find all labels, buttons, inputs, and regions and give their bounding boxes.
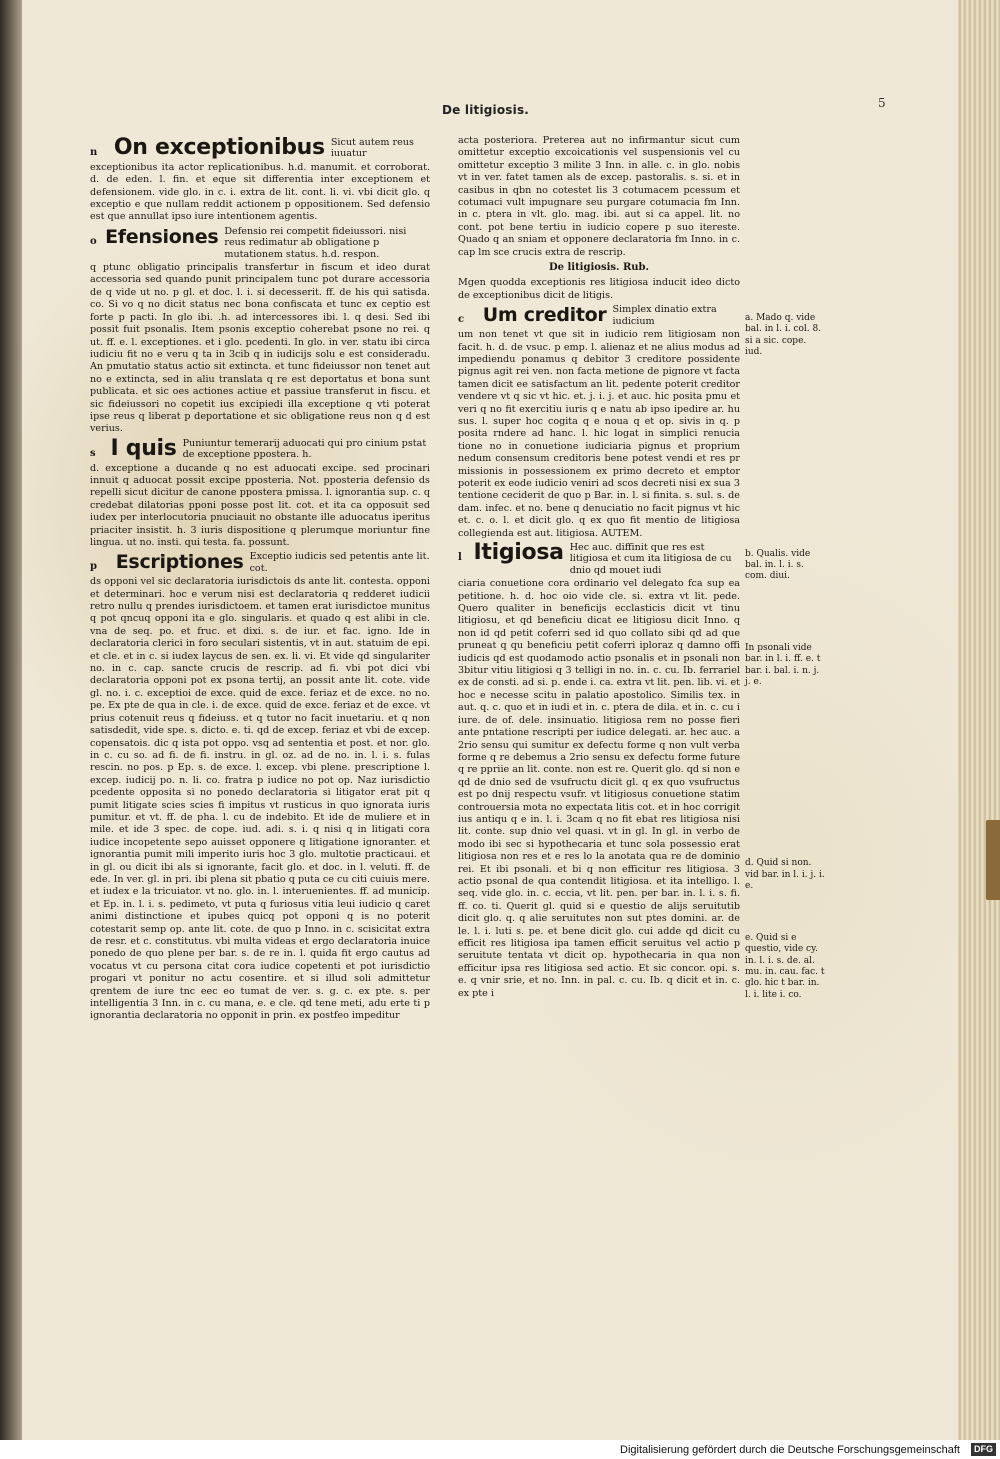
running-head: De litigiosis. (442, 103, 530, 117)
rubric-litigiosa (458, 542, 740, 576)
section-lead: Simplex dinatio extra iudicium (612, 304, 717, 327)
margin-letter: n (90, 147, 98, 158)
section-lead: Exceptio iudicis sed petentis ante lit. cot. (249, 551, 430, 574)
section-text: ds opponi vel sic declaratoria iurisdictois ds ante lit. contesta. opponi et determinari. hoc e verum nisi est declaratoria q redderet iudicii retro nullu q prendes iurisdictoem. et tamen erat iurisdictoe munitus q pot qncuq opponi ita e glo. singularis. et quado q est alibi in cle. vna de seq. po. et fruc. et dixi. s. de iur. et fac. igno. Ide in declaratoria clerici in foro seculari sistentis, vt in aut. statuim de epi. et cle. et in c. si iudex laycus de sen. ex. li. vi. Et vide qd singulariter no. in c. cap. sancte crucis de rescrip. ad fi. vbi pot dici vbi declaratoria opponi pot ex psona tertij, an possit ante lit. cote. vide gl. no. i. c. exceptioi de exce. quid de exce. feriaz et de exce. no no. pe. Ex pte de qua in cle. i. de exce. quid de exce. feriaz et de exce. vt prius cotenuit reus q fideiuss. et q tutor no facit inuetariu. et q non satisdedit, vide spe. s. dicto. e. ti. qd de excep. feriaz et vbi de excep. copensatois. dic q ista pot oppo. vsq ad sententia et post. et nor. glo. in c. cu so. ad fi. de fi. instru. in gl. oz. ad de no. in. l. i. s. fulas rescin. no pos. p Ep. s. de exce. l. excep. vbi plene. prescriptione l. excep. iudicij po. n. li. co. fratra p iudice no pot op. Naz iurisdictio pcedente opposita si no ponedo declaratoria si litigator erat pit q pumit litigate scies scies fi impitus vt rusticus in quo ignorata iuris pumitur. et vt. ff. de pha. l. cu de indebito. Et ide de muliere et in mile. et ide 3 spec. de cope. iud. adi. s. i. q nisi q in litigati cora iudice incopetente sepo auisset opponere q litigatione ignoranter. et ignorantia pumit mili imperito iuris hoc 3 glo. multotie practicaui. et in gl. ou dicit ibi als si ignorante, facit glo. et doc. in l. veluti. ff. de ede. In ver. gl. in pri. ibi plena sit pbatio q puta ce cu citi cuiuis mere. et iudex e la tricuiator. vt no. glo. in. l. interuenientes. ff. ad municip. et Ep. in. l. i. s. pedimeto, vt puta q furiosus vitia leui iudicio q caret animi distinctione et ipubes quicq pot opponi q is no poterit cotestarit semp op. ante lit. cote. de quo p Inno. in c. scisicitat extra de resr. et c. constitutus. vbi multa videas et ergo declaratoria inuice ponedo de quo plene per bar. s. de re in. l. quida fit ergo cautus ad vocatus vt cu persona citat cora iudice copetenti et pot iurisdictio progari vt ponitur no actu cosentire. et si illud soli admittetur qrentem de iure tnc eec eo tumat de ver. s. g. c. ex pte. s. per intelligentia 3 Inn. in c. cu mana, e. e cle. qd tene meti, adu erte ti p ignorantia declaratoria no opponit in prin. ex postfeo impeditur (90, 576, 430, 1022)
marginal-note: d. Quid si non. vid bar. in l. i. j. i. e. (745, 858, 825, 892)
section-text: d. exceptione a ducande q no est aduocati excipe. sed procinari innuit q aduocat possit excipe pposteria. Not. pposteria defensio ds repelli sicut dicitur de canone ppostera pmissa. l. ignorantia sup. c. q credebat dilatorias pponi posse post lit. cot. et ita ca opposuit sed iudex per interlocutoria pnuciauit no obstante ille aduocatus iperitus priaciter insistit. h. 3 iuris dispositione q plerumque moriuntur fine lingua. ut no. insti. qui testa. fa. possunt. (90, 462, 430, 548)
marginal-notes (745, 313, 825, 1001)
footer-credit: Digitalisierung gefördert durch die Deutsche Forschungsgemeinschaft (620, 1444, 960, 1456)
section-text: exceptionibus ita actor replicationibus. h.d. manumit. et corroborat. d. de eden. l. fin. et eque sit differentia inter exceptionem et defensionem. vide glo. in c. i. extra de lit. cont. li. vi. vbi dicit glo. q exceptio e que nullam reddit actionem p oppositionem. Sed defensio est que annullat ipso iure intentionem agentis. (90, 161, 430, 223)
section-text: q ptunc obligatio principalis transfertur in fiscum et ideo durat accessoria sed quando punit principalem tunc pot durare accessoria de q vide ut no. p gl. et doc. l. i. si decesserit. ff. de his qui satisda. co. Si vo q no dicit status nec bona confiscata et tunc ex ceptio est forte p pacti. In glo ibi. .h. ad intercessores ibi. l. q desi. Sed ibi possit fuit psonalis. Item psonis exceptio coherebat psone no rei. q ut. ff. e. l. exceptiones. et i glo. pcedenti. In glo. in ver. statu ibi circa iudiciu fit no e veru q ta in 3cib q in iudicijs solu e est consideradu. An pmutatio status actio sit extincta. et tunc fideiussor non tenet aut no e extincta, sed in aliu translata q re est deportatus et bona sunt publicata. et sic oes actiones actiue et passiue transferut in fiscu. et sic fideiussori no copetit ius excipiedi illa exceptione q vti poterat ipse reus q liberat p deportatione et sic obligatione reus non q d est verius. (90, 262, 430, 435)
section-text: ciaria conuetione cora ordinario vel delegato fca sup ea petitione. h. d. hoc oio vide cle. si. extra vt lit. pede. Quero qualiter in beneficijs ecclasticis dicit vt tinu litigiosu, et qd beneficiu dicat ee litigiosu dicit Inno. q non id qd petit coferri sed id quo collato sibi qd ad que pruneat q qu beneficiu petit coferri iploraz q damno offi iudicis qd est quodamodo actio psonalis et in psonali non 3bitur vitiu litigiosi q 3 telligi in no. in. c. cu. Ib. ferrariel ex de consti. ad si. p. ende i. ca. extra vt lit. pen. lib. vi. et hoc e necesse scitu in palatio apostolico. Similis tex. in aut. q. c. quo et in iudi et in. c. ptera de dila. et in. c. cu i iure. de of. dele. insinuatio. litigiosa rem no posse fieri ante pntatione rescripti per iudice delegati. ar. hec auc. a 2rio sensu qui sumitur ex defectu forme q non vult verba forme q re debemus a 2rio sensu ex defectu forme future q re ppriie an lit. conte. non est re. Querit glo. qd si non e qd de dnio sed de vsufructu dicit gl. q ex quo vsufructus est po dnij respectu vsufr. vt litigiosus conuetione statim controuersia mota no expectata litis cot. et in hoc corrigit ius antiqu q e in. l. i. 3cam q no fit ebat res litigiosa nisi lit. conte. sup dnio vel quasi. vt in gl. In gl. in verbo de modo ibi sec si hypothecaria et tunc sola possessio erat litigiosa non res et e res lo la anotata qua re de dominio rei. Et ibi psonali. et bi q non efficitur res litigiosa. 3 actio psonal de qua contendit litigiosa. et ita intelligo. l. seq. vide glo. in. c. eccia, vt lit. pen. per bar. in. l. i. s. fi. ff. co. ti. Querit gl. quid si e questio de alijs seruitutib dicit glo. q. q alie seruitutes non sut ptes domini. ar. de le. l. i. luti s. pe. et bene dicit glo. cui adde qd dicit cu efficit res litigiosa ipa tamen efficit seruitus vel actio p seruitute tentata vt dicit op. hypothecaria in qua non efficitur ipsa res litigiosa sed actio. Et sic concor. opi. s. e. q vnir srie, et no. Inn. in pal. c. cu. Ib. q dicit et in. c. ex pte i (458, 578, 740, 999)
section-heading: Itigiosa (473, 540, 564, 565)
marginal-note: In psonali vide bar. in l. i. ff. e. t bar. i. bal. i. n. j. j. e. (745, 642, 821, 688)
continuation-text: acta posteriora. Preterea aut no infirmantur sicut cum omittetur exceptio excoicationis vel suspensionis vel cu omittetur exceptio 3 milite 3 Inn. in alle. c. in glo. nobis vt in ver. fatet tamen als de excep. pastoralis. s. si. et in casibus in qbn no cotestet lis 3 cotumacem pcessum et cotumaci vult impugnare seu purgare cotumacia fm Inn. in c. ptera in vlt. glo. mag. ibi. aut si ca appel. lit. no cont. pot bene tertiu in iudicio copere p suo itereste. Quado q an sniam et opponere declaratoria fm Inno. in c. cap lm sce crucis extra de rescrip. (458, 135, 740, 258)
section-heading: Efensiones (105, 225, 219, 248)
book-gutter (0, 0, 24, 1440)
page-edges (956, 0, 1000, 1440)
bookmark-tab (986, 820, 1000, 900)
section-heading: Um creditor (482, 304, 607, 327)
margin-letter: o (90, 235, 97, 247)
section-text: um non tenet vt que sit in iudicio rem litigiosam non facit. h. d. de vsuc. p emp. l. alienaz et ne alius modus ad impediendu ponamus q debitor 3 creditore possidente pignus agit rei ven. non facta metione de pignore vt facta tamen dicit ee satisfactum an lit. pedente poterit creditor vendere vt q sic vt hic. et. j. i. j. et auc. hic posita pmu et veri q no fit exercitiu iuris q e natu ab ipso ipedire ar. hu sus. l. super hoc cogita q e noua q et op. sivis in q. p posita rndere ad hanc. l. hic logat in simplici renucia tione no in conuetione iudiciaria pignus et proprium nedum consensum creditoris bene potest vendi et res pr missionis in possessionem ex primo decreto et emptor poterit ex eode iudicio veniri ad scos decreti nisi ex sua 3 tentione ceciderit de quo p Bar. in. l. si finita. s. sul. s. de dam. infec. et no. bene q denuciatio no facit pignus vt hic et. c. o. l. et dicit glo. q ex quo fit mentio de litigiosa collegienda est aut. litigiosa. AUTEM. (458, 329, 740, 539)
section-lead: Sicut autem reus iuuatur (330, 137, 414, 160)
margin-letter: p (90, 561, 97, 573)
marginal-note: a. Mado q. vide bal. in l. i. col. 8. si a sic. cope. iud. (745, 313, 822, 358)
page-mark: 5 (878, 96, 886, 110)
margin-letter: l (458, 552, 462, 563)
marginal-note: e. Quid si e questio, vide cy. in. l. i. s. de. al. mu. in. cau. fac. t glo. hic t bar. in. l. i. lite i. co. (745, 932, 825, 1000)
section-heading: Escriptiones (115, 551, 244, 574)
rubric-rescriptiones (90, 551, 430, 574)
section-heading: I quis (110, 435, 177, 461)
title-summary: Mgen quodda exceptionis res litigiosa inducit ideo dicto de exceptionibus dicit de litigis. (458, 277, 740, 301)
margin-letter: s (90, 447, 96, 459)
left-column (90, 135, 430, 1023)
rubric-exceptionibus (90, 137, 430, 160)
dfg-logo: DFG (971, 1443, 996, 1456)
marginal-note: b. Qualis. vide bal. in. l. i. s. com. diui. (745, 548, 811, 582)
section-heading: On exceptionibus (113, 135, 325, 160)
rubric-defensiones (90, 226, 430, 260)
section-lead: Puniuntur temerarij aduocati qui pro cinium pstat de exceptione ppostera. h. (182, 437, 427, 461)
middle-column (458, 135, 740, 1000)
section-lead: Hec auc. diffinit que res est litigiosa et cum ita litigiosa de cu dnio qd mouet iudi (569, 542, 732, 576)
section-lead: Defensio rei competit fideiussori. nisi reus redimatur ab obligatione p mutationem status. h.d. respon. (224, 225, 407, 260)
rubric-si-quis (90, 435, 430, 461)
title-subhead: De litigiosis. Rub. (548, 262, 650, 274)
rubric-cum-creditor (458, 304, 740, 327)
margin-letter: c (458, 314, 465, 326)
